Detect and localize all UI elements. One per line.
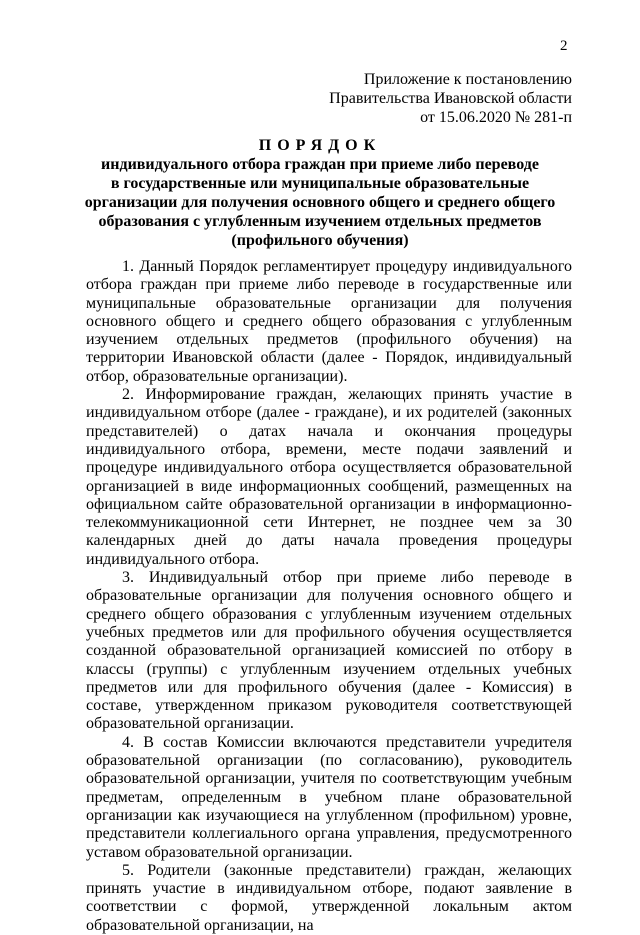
appendix-line-1: Приложение к постановлению: [363, 71, 572, 88]
paragraph-1: 1. Данный Порядок регламентирует процедуру индивидуального отбора граждан при приеме либо переводе в государственные или муниципальные образовательные организации для получения основного общего и среднего общего образования с углубленным изучением отдельных предметов (профильного обучения) на территории Ивановской области (далее - Порядок, индивидуальный отбор, образовательные организации).: [86, 258, 572, 385]
paragraph-2: 2. Информирование граждан, желающих принять участие в индивидуальном отборе (далее - граждане), и их родителей (законных представителей) о датах начала и окончания процедуры индивидуального отбора, времени, месте подачи заявлений и процедуре индивидуального отбора осуществляется образовательной организацией в виде информационных сообщений, размещенных на официальном сайте образовательной организации в информационно-телекоммуникационной сети Интернет, не позднее чем за 30 календарных дней до даты начала проведения процедуры индивидуального отбора.: [86, 386, 572, 568]
appendix-line-2: Правительства Ивановской области: [329, 90, 572, 107]
appendix-reference: [329, 70, 572, 127]
subtitle-line: организации для получения основного общего и среднего общего: [84, 194, 556, 211]
page-number: 2: [560, 38, 568, 54]
document-title: ПОРЯДОК: [258, 137, 382, 154]
appendix-line-3: от 15.06.2020 № 281-п: [420, 109, 572, 126]
document-body: [86, 258, 572, 935]
paragraph-5: 5. Родители (законные представители) граждан, желающих принять участие в индивидуальном отборе, подают заявление в соответствии с формой, утвержденной локальным актом образовательной организации, на: [86, 861, 572, 934]
subtitle-line: в государственные или муниципальные образовательные: [110, 175, 530, 192]
subtitle-line: индивидуального отбора граждан при приеме либо переводе: [101, 156, 539, 173]
document-subtitle: [68, 155, 572, 250]
subtitle-line: образования с углубленным изучением отдельных предметов: [98, 213, 542, 230]
paragraph-4: 4. В состав Комиссии включаются представители учредителя образовательной организации (по согласованию), руководитель образовательной организации, учителя по соответствующим учебным предметам, определенным в учебном плане образовательной организации как изучающиеся на углубленном (профильном) уровне, представители коллегиального органа управления, предусмотренного уставом образовательной организации.: [86, 733, 572, 861]
subtitle-line: (профильного обучения): [231, 232, 409, 249]
paragraph-3: 3. Индивидуальный отбор при приеме либо переводе в образовательные организации для получения основного общего и среднего общего образования с углубленным изучением отдельных учебных предметов или для профильного обучения осуществляется созданной образовательной организацией комиссией по отбору в классы (группы) с углубленным изучением отдельных учебных предметов или для профильного обучения (далее - Комиссия) в составе, утвержденном приказом руководителя соответствующей образовательной организации.: [86, 569, 572, 733]
